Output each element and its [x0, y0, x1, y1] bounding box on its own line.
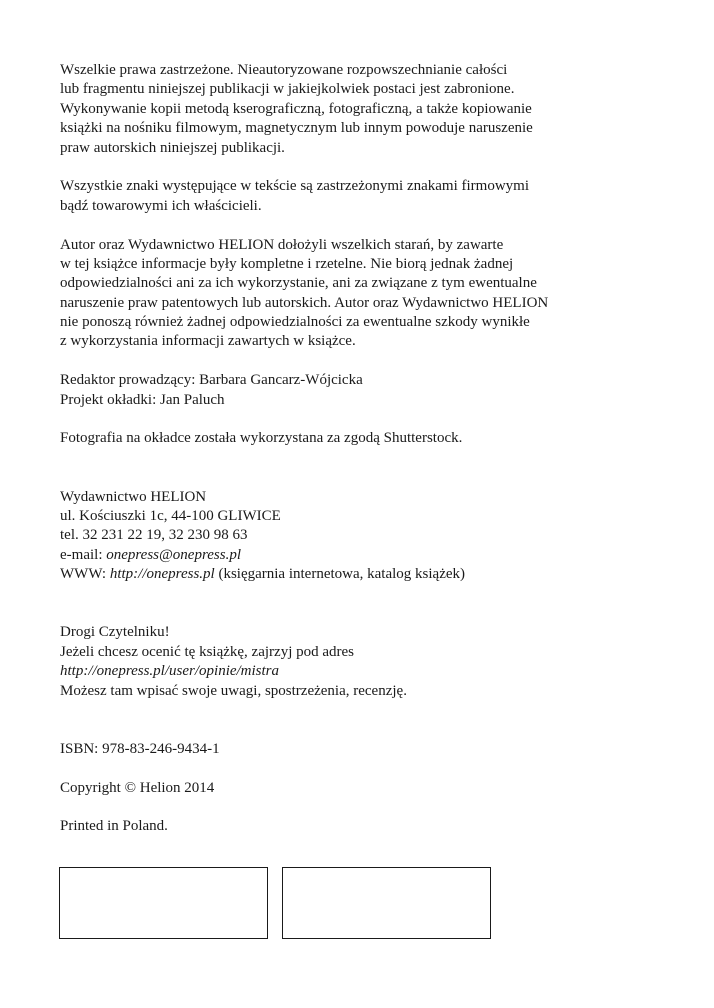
text-line: nie ponoszą również żadnej odpowiedzialności za ewentualne szkody wynikłe	[60, 314, 530, 331]
text-line: książki na nośniku filmowym, magnetycznym lub innym powoduje naruszenie	[60, 120, 533, 137]
text-line: Wszystkie znaki występujące w tekście są zastrzeżonymi znakami firmowymi	[60, 178, 529, 195]
publisher-phone: tel. 32 231 22 19, 32 230 98 63	[60, 527, 248, 544]
reader-note	[60, 623, 680, 701]
publisher-info	[60, 488, 680, 585]
trademarks-notice	[60, 177, 680, 216]
spacer	[60, 759, 680, 778]
review-link[interactable]: http://onepress.pl/user/opinie/mistra	[60, 663, 280, 680]
disclaimer-notice	[60, 236, 680, 352]
text-line: naruszenie praw patentowych lub autorskich. Autor oraz Wydawnictwo HELION	[60, 294, 549, 311]
spacer	[60, 449, 680, 488]
copyright: Copyright © Helion 2014	[60, 779, 215, 796]
text-line: w tej książce informacje były kompletne i rzetelne. Nie biorą jednak żadnej	[60, 255, 514, 272]
text-line: Wykonywanie kopii metodą kserograficzną, fotograficzną, a także kopiowanie	[60, 100, 532, 117]
email-label: e-mail:	[60, 546, 107, 563]
text-line: odpowiedzialności ani za ich wykorzystanie, ani za związane z tym ewentualne	[60, 275, 537, 292]
text-line: praw autorskich niniejszej publikacji.	[60, 139, 285, 156]
spacer	[60, 216, 680, 235]
publisher-name: Wydawnictwo HELION	[60, 488, 207, 505]
spacer	[60, 798, 680, 817]
text-line: lub fragmentu niniejszej publikacji w jakiejkolwiek postaci jest zabronione.	[60, 81, 515, 98]
imprint-page	[60, 61, 680, 837]
photo-note: Fotografia na okładce została wykorzystana za zgodą Shutterstock.	[60, 430, 463, 447]
publisher-email-line	[60, 546, 680, 565]
reader-greeting: Drogi Czytelniku!	[60, 624, 170, 641]
spacer	[60, 585, 680, 624]
spacer	[60, 352, 680, 371]
blank-box-right	[282, 867, 491, 939]
text-line: bądź towarowymi ich właścicieli.	[60, 197, 262, 214]
email-link[interactable]: onepress@onepress.pl	[106, 546, 241, 563]
spacer	[60, 158, 680, 177]
www-note: (księgarnia internetowa, katalog książek)	[214, 566, 466, 583]
printed-in: Printed in Poland.	[60, 818, 168, 835]
editor-credit: Redaktor prowadzący: Barbara Gancarz-Wójcicka	[60, 372, 363, 389]
spacer	[60, 701, 680, 740]
blank-box-left	[59, 867, 268, 939]
cover-credit: Projekt okładki: Jan Paluch	[60, 391, 225, 408]
rights-notice	[60, 61, 680, 158]
text-line: Autor oraz Wydawnictwo HELION dołożyli wszelkich starań, by zawarte	[60, 236, 504, 253]
reader-note-text: Możesz tam wpisać swoje uwagi, spostrzeżenia, recenzję.	[60, 682, 407, 699]
spacer	[60, 410, 680, 429]
www-link[interactable]: http://onepress.pl	[109, 566, 215, 583]
reader-prompt: Jeżeli chcesz ocenić tę książkę, zajrzyj pod adres	[60, 643, 355, 660]
text-line: Wszelkie prawa zastrzeżone. Nieautoryzowane rozpowszechnianie całości	[60, 62, 508, 78]
www-label: WWW:	[60, 566, 110, 583]
publisher-address: ul. Kościuszki 1c, 44-100 GLIWICE	[60, 508, 281, 524]
credits	[60, 371, 680, 410]
isbn: ISBN: 978-83-246-9434-1	[60, 740, 220, 757]
publisher-www-line	[60, 565, 680, 584]
text-line: z wykorzystania informacji zawartych w książce.	[60, 333, 356, 350]
